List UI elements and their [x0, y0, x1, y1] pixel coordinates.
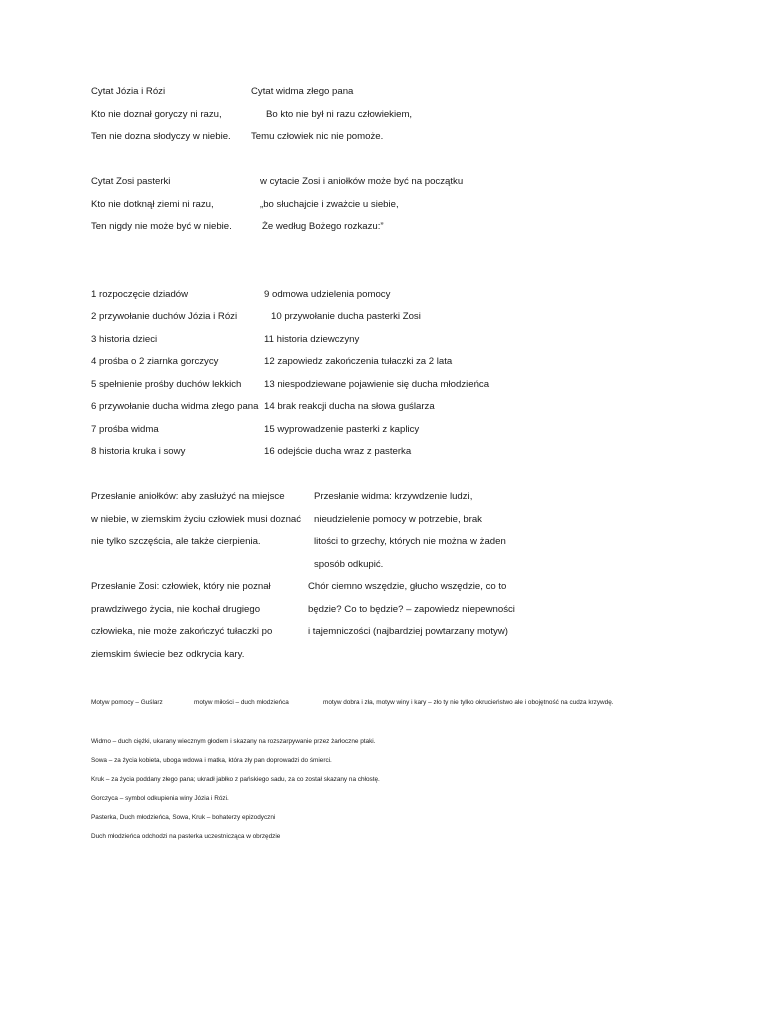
quote-zosia-line-2: Ten nigdy nie może być w niebie. — [91, 221, 232, 232]
note-kruk: Kruk – za życia poddany złego pana; ukradł jabłko z pańskiego sadu, za co został skazany na chłostę. — [91, 776, 380, 783]
quote-widmo-title: Cytat widma złego pana — [251, 86, 354, 97]
plan-item-15: 15 wyprowadzenie pasterki z kaplicy — [264, 424, 420, 435]
note-gorczyca: Gorczyca – symbol odkupienia winy Józia i Rózi. — [91, 795, 229, 802]
note-widmo: Widmo – duch ciężki, ukarany wiecznym głodem i skazany na rozszarpywanie przez żarłoczne ptaki. — [91, 738, 376, 745]
message-zosia-line-1: Przesłanie Zosi: człowiek, który nie poznał — [91, 581, 271, 592]
message-widmo-line-1: Przesłanie widma: krzywdzenie ludzi, — [314, 491, 473, 502]
motif-milosci: motyw miłości – duch młodzieńca — [194, 699, 289, 706]
note-duch-mlodzienca: Duch młodzieńca odchodzi na pasterka uczestnicząca w obrzędzie — [91, 833, 281, 840]
message-zosia-line-4: ziemskim świecie bez odkrycia kary. — [91, 649, 245, 660]
message-zosia-line-3: człowieka, nie może zakończyć tułaczki po — [91, 626, 273, 637]
plan-item-13: 13 niespodziewane pojawienie się ducha młodzieńca — [264, 379, 490, 390]
plan-item-2: 2 przywołanie duchów Józia i Rózi — [91, 311, 238, 322]
quote-zosia-line-1: Kto nie dotknął ziemi ni razu, — [91, 199, 214, 210]
plan-item-10: 10 przywołanie ducha pasterki Zosi — [271, 311, 421, 322]
quote-widmo-line-2: Temu człowiek nic nie pomoże. — [251, 131, 384, 142]
plan-item-11: 11 historia dziewczyny — [264, 334, 360, 345]
plan-item-14: 14 brak reakcji ducha na słowa guślarza — [264, 401, 435, 412]
quote-aniolki-line-1: „bo słuchajcie i zważcie u siebie, — [260, 199, 399, 210]
quote-aniolki-line-2: Że według Bożego rozkazu:” — [262, 221, 384, 232]
message-widmo-line-4: sposób odkupić. — [314, 559, 384, 570]
quote-widmo-line-1: Bo kto nie był ni razu człowiekiem, — [266, 109, 413, 120]
plan-item-7: 7 prośba widma — [91, 424, 159, 435]
message-zosia-line-2: prawdziwego życia, nie kochał drugiego — [91, 604, 261, 615]
plan-item-9: 9 odmowa udzielenia pomocy — [264, 289, 391, 300]
motif-dobra-i-zla: motyw dobra i zła, motyw winy i kary – zło ty nie tylko okrucieństwo ale i obojętność na cudza krzywdę. — [323, 699, 614, 706]
message-aniolki-line-3: nie tylko szczęścia, ale także cierpienia. — [91, 536, 261, 547]
message-widmo-line-2: nieudzielenie pomocy w potrzebie, brak — [314, 514, 482, 525]
quote-aniolki-title: w cytacie Zosi i aniołków może być na początku — [260, 176, 464, 187]
plan-item-1: 1 rozpoczęcie dziadów — [91, 289, 189, 300]
message-chor-line-2: będzie? Co to będzie? – zapowiedz niepewności — [308, 604, 515, 615]
quote-jozia-line-1: Kto nie doznał goryczy ni razu, — [91, 109, 222, 120]
plan-item-3: 3 historia dzieci — [91, 334, 158, 345]
plan-item-8: 8 historia kruka i sowy — [91, 446, 186, 457]
note-bohaterzy: Pasterka, Duch młodzieńca, Sowa, Kruk – bohaterzy epizodyczni — [91, 814, 276, 821]
message-aniolki-line-1: Przesłanie aniołków: aby zasłużyć na miejsce — [91, 491, 285, 502]
quote-jozia-line-2: Ten nie dozna słodyczy w niebie. — [91, 131, 231, 142]
note-sowa: Sowa – za życia kobieta, uboga wdowa i matka, która zły pan doprowadzi do śmierci. — [91, 757, 332, 764]
message-widmo-line-3: litości to grzechy, których nie można w żaden — [314, 536, 506, 547]
message-chor-line-3: i tajemniczości (najbardziej powtarzany motyw) — [308, 626, 508, 637]
quote-zosia-title: Cytat Zosi pasterki — [91, 176, 171, 187]
motif-pomocy: Motyw pomocy – Guślarz — [91, 699, 163, 706]
plan-item-6: 6 przywołanie ducha widma złego pana — [91, 401, 259, 412]
message-chor-line-1: Chór ciemno wszędzie, głucho wszędzie, co to — [308, 581, 507, 592]
plan-item-12: 12 zapowiedz zakończenia tułaczki za 2 lata — [264, 356, 453, 367]
plan-item-4: 4 prośba o 2 ziarnka gorczycy — [91, 356, 219, 367]
plan-item-5: 5 spełnienie prośby duchów lekkich — [91, 379, 242, 390]
message-aniolki-line-2: w niebie, w ziemskim życiu człowiek musi doznać — [91, 514, 302, 525]
quote-jozia-title: Cytat Józia i Rózi — [91, 86, 166, 97]
plan-item-16: 16 odejście ducha wraz z pasterka — [264, 446, 412, 457]
